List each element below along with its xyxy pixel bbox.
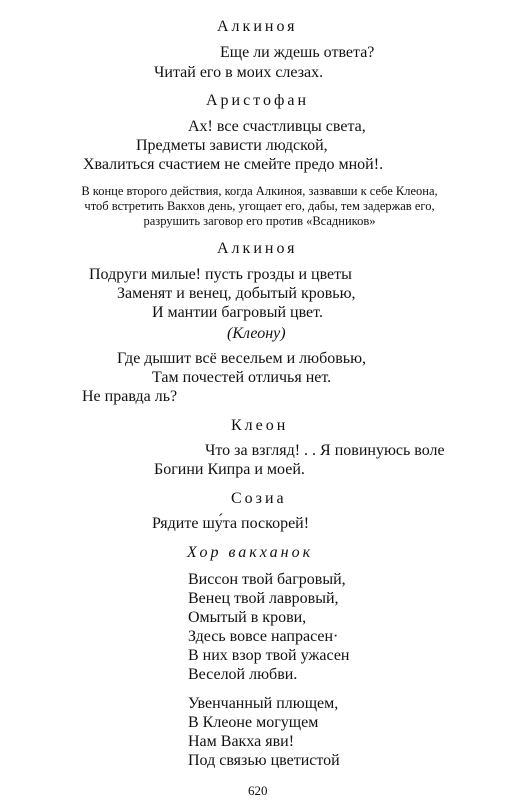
verse-line: Предметы зависти людской, [136, 137, 328, 154]
verse-line: В Клеоне могущем [188, 714, 319, 731]
verse-line: Нам Вакха яви! [188, 733, 295, 750]
speaker-chorus: Хор вакханок [187, 544, 314, 561]
speaker-aristofan: Аристофан [206, 92, 310, 109]
verse-line: Там почестей отличья нет. [152, 369, 332, 386]
speaker-sozia: Созиа [231, 490, 287, 507]
verse-line: Еще ли ждешь ответа? [220, 44, 375, 61]
verse-line: Омытый в крови, [188, 609, 307, 626]
verse-line: Заменят и венец, добытый кровью, [117, 285, 356, 302]
verse-line: Читай его в моих слезах. [154, 64, 324, 81]
speaker-alkinoya: Алкиноя [217, 240, 298, 257]
page-number: 620 [248, 783, 268, 798]
verse-line: Богини Кипра и моей. [154, 461, 305, 478]
stage-direction: В конце второго действия, когда Алкиноя, зазвавши к себе Клеона, [81, 184, 438, 198]
verse-line: Рядите шу́та поскорей! [152, 515, 310, 532]
verse-line: Ах! все счастливцы света, [188, 118, 366, 135]
speaker-alkinoya: Алкиноя [217, 18, 298, 35]
verse-line: Где дышит всё весельем и любовью, [117, 350, 367, 367]
verse-line: Что за взгляд! . . Я повинуюсь воле [205, 442, 445, 459]
verse-line: И мантии багровый цвет. [152, 304, 323, 321]
verse-line: Под связью цветистой [188, 752, 340, 769]
speaker-kleon: Клеон [231, 417, 289, 434]
verse-line: Веселой любви. [188, 666, 298, 683]
verse-line: Виссон твой багровый, [188, 571, 346, 588]
verse-line: Хвалиться счастием не смейте предо мной!. [83, 156, 384, 173]
verse-line: Увенчанный плющем, [188, 695, 339, 712]
stage-aside: (Клеону) [227, 325, 286, 342]
verse-line: В них взор твой ужасен [188, 647, 350, 664]
verse-line: Венец твой лавровый, [188, 590, 339, 607]
stage-direction: разрушить заговор его против «Всадников» [143, 214, 376, 228]
verse-line: Не правда ль? [82, 388, 178, 405]
stage-direction: чтоб встретить Вакхов день, угощает его, дабы, тем задержав его, [84, 199, 435, 213]
verse-line: Подруги милые! пусть грозды и цветы [89, 266, 352, 283]
verse-line: Здесь вовсе напрасен· [188, 628, 339, 645]
